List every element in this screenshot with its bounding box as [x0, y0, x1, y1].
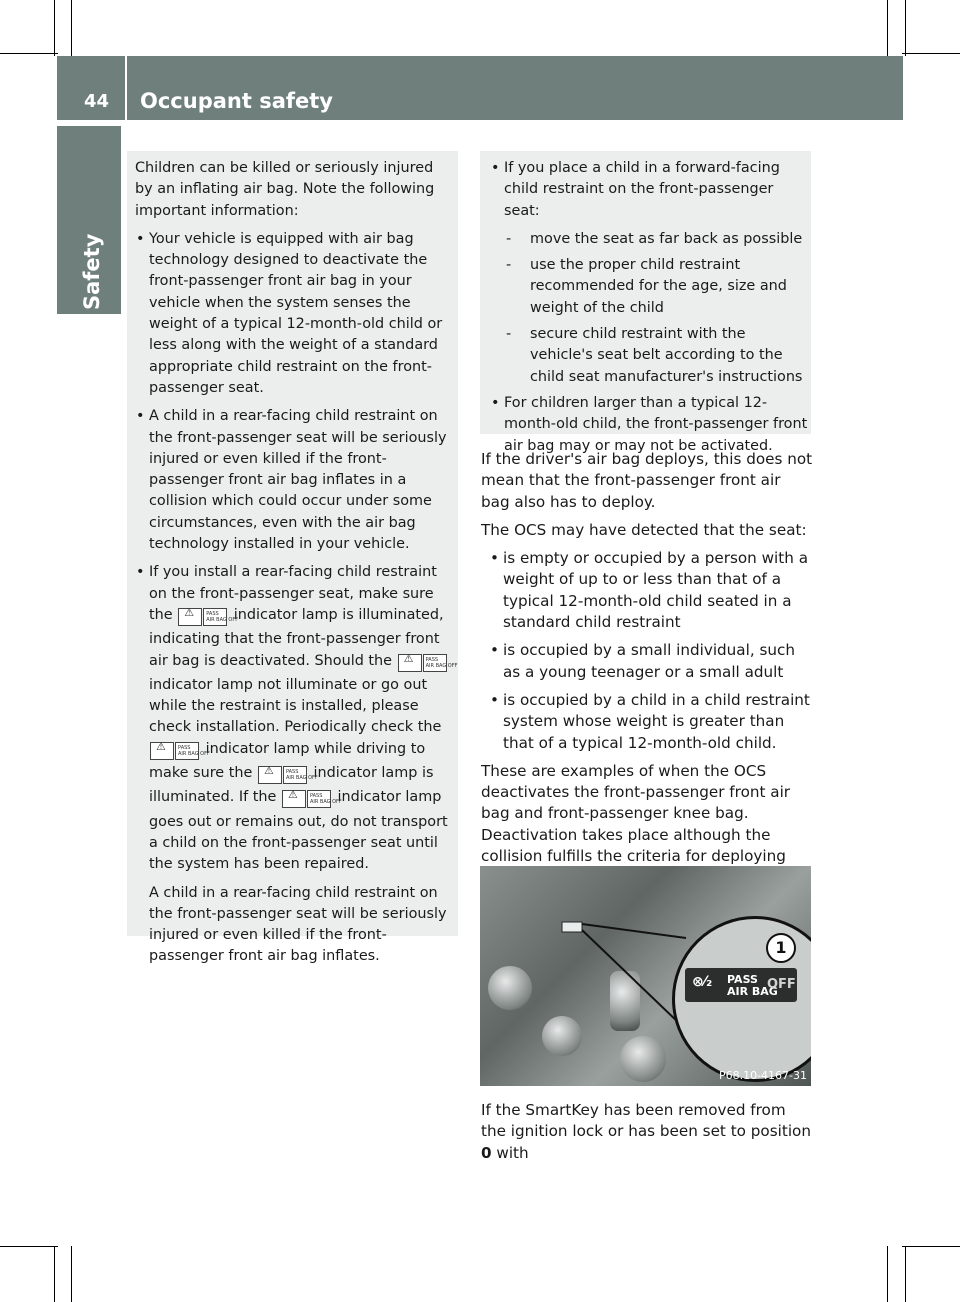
child-seat-icon: ⚠ — [258, 766, 282, 784]
forward-bullet-1: • If you place a child in a forward-facing child restraint on the front-passenger seat: — [490, 158, 808, 222]
text-segment: indicator lamp goes out or remains out, do not transport a child on the front-passenger seat until the system has been repaired. — [149, 789, 448, 873]
child-seat-icon: ⚠ — [282, 790, 306, 808]
forward-facing-text — [490, 158, 808, 464]
forward-bullet-2: • For children larger than a typical 12-month-old child, the front-passenger front air bag may or may not be activated. — [490, 393, 808, 457]
text-segment: indicator lamp while driving to make sure the — [149, 740, 426, 782]
text-segment: indicator lamp not illuminate or go out while the restraint is installed, please check installation. Periodically check the — [149, 676, 442, 736]
pass-airbag-off-icon: PASS AIR BAG OFF — [307, 790, 331, 808]
pass-airbag-off-lamp — [685, 968, 797, 1002]
ignition-position: 0 — [481, 1143, 492, 1162]
forward-dash-3: - secure child restraint with the vehicle's seat belt according to the child seat manufacturer's instructions — [490, 324, 808, 388]
crop-mark — [0, 53, 58, 54]
child-seat-icon: ⚠ — [398, 654, 422, 672]
warning-bullet-3 — [135, 562, 458, 875]
passenger-airbag-off-indicator — [150, 739, 210, 763]
body-bullet-1: • is empty or occupied by a person with a weight of up to or less than that of a typical 12-month-old child seated in a standard child restraint — [489, 548, 813, 633]
header-divider — [125, 56, 127, 120]
crop-mark — [54, 0, 55, 56]
child-seat-icon: ⊗⁄₂ — [692, 974, 713, 990]
passenger-airbag-off-indicator — [258, 764, 318, 787]
body-paragraph-2: The OCS may have detected that the seat: — [481, 520, 807, 539]
crop-mark — [902, 1246, 960, 1247]
pass-airbag-off-icon: PASS AIR BAG OFF — [175, 742, 199, 760]
passenger-airbag-off-indicator — [282, 788, 342, 811]
crop-mark — [71, 0, 72, 56]
crop-mark — [902, 53, 960, 54]
section-title: Occupant safety — [140, 89, 333, 113]
pass-airbag-off-icon: PASS AIR BAG OFF — [423, 654, 447, 672]
text-segment: If the SmartKey has been removed from the ignition lock or has been set to position — [481, 1101, 811, 1141]
forward-dash-2: - use the proper child restraint recommended for the age, size and weight of the child — [490, 255, 808, 319]
warning-bullet-1: • Your vehicle is equipped with air bag technology designed to deactivate the front-passenger front air bag in your vehicle when the system senses the weight of a typical 12-month-old child or less along with the weight of a standard appropriate child restraint on the front-passenger seat. — [135, 229, 453, 399]
warning-closing: A child in a rear-facing child restraint on the front-passenger seat will be seriously injured or even killed if the front-passenger front air bag inflates. — [149, 884, 447, 965]
crop-mark — [71, 1246, 72, 1302]
warning-intro: Children can be killed or seriously injured by an inflating air bag. Note the following important information: — [135, 160, 435, 219]
callout-number: 1 — [766, 933, 796, 963]
crop-mark — [905, 0, 906, 56]
forward-dash-1: - move the seat as far back as possible — [490, 229, 808, 250]
pass-airbag-off-icon: PASS AIR BAG OFF — [203, 608, 227, 626]
page-number: 44 — [84, 91, 110, 112]
warning-text — [135, 158, 458, 975]
photo-reference: P68.10-4167-31 — [718, 1069, 807, 1082]
text-segment: with — [496, 1143, 529, 1162]
crop-mark — [0, 1246, 58, 1247]
child-seat-icon: ⚠ — [150, 742, 174, 760]
body-paragraph-3: These are examples of when the OCS deactivates the front-passenger front air bag and front-passenger knee bag. Deactivation takes place although the collision fulfills the criteria for deploying — [481, 761, 791, 866]
crop-mark — [54, 1246, 55, 1302]
child-seat-icon: ⚠ — [178, 608, 202, 626]
text-segment: indicator lamp is illuminated, indicating that the front-passenger front air bag is deactivated. Should the — [149, 606, 444, 669]
body-paragraph-4 — [481, 1100, 815, 1164]
body-paragraph-1: If the driver's air bag deploys, this does not mean that the front-passenger front air bag also has to deploy. — [481, 450, 813, 511]
crop-mark — [887, 1246, 888, 1302]
text-segment: indicator lamp is illuminated. If the — [149, 765, 434, 806]
crop-mark — [905, 1246, 906, 1302]
body-bullet-2: • is occupied by a small individual, such as a young teenager or a small adult — [489, 640, 813, 683]
center-console-photo — [480, 866, 811, 1086]
lamp-label: PASS AIR BAG — [727, 973, 778, 998]
text-segment: If you install a rear-facing child restraint on the front-passenger seat, make sure the — [149, 564, 437, 623]
pass-airbag-off-icon: PASS AIR BAG OFF — [283, 766, 307, 784]
lamp-off-label: OFF — [767, 977, 796, 992]
passenger-airbag-off-indicator — [398, 651, 458, 675]
warning-bullet-2: • A child in a rear-facing child restraint on the front-passenger seat will be seriously injured or even killed if the front-passenger front air bag inflates in a collision which could occur under some circumstances, even with the air bag technology installed in your vehicle. — [135, 406, 453, 555]
passenger-airbag-off-indicator — [178, 605, 239, 629]
body-text — [481, 449, 813, 896]
body-bullet-3: • is occupied by a child in a child restraint system whose weight is greater than that of a typical 12-month-old child. — [489, 690, 813, 754]
crop-mark — [887, 0, 888, 56]
side-tab-label: Safety — [80, 233, 104, 310]
